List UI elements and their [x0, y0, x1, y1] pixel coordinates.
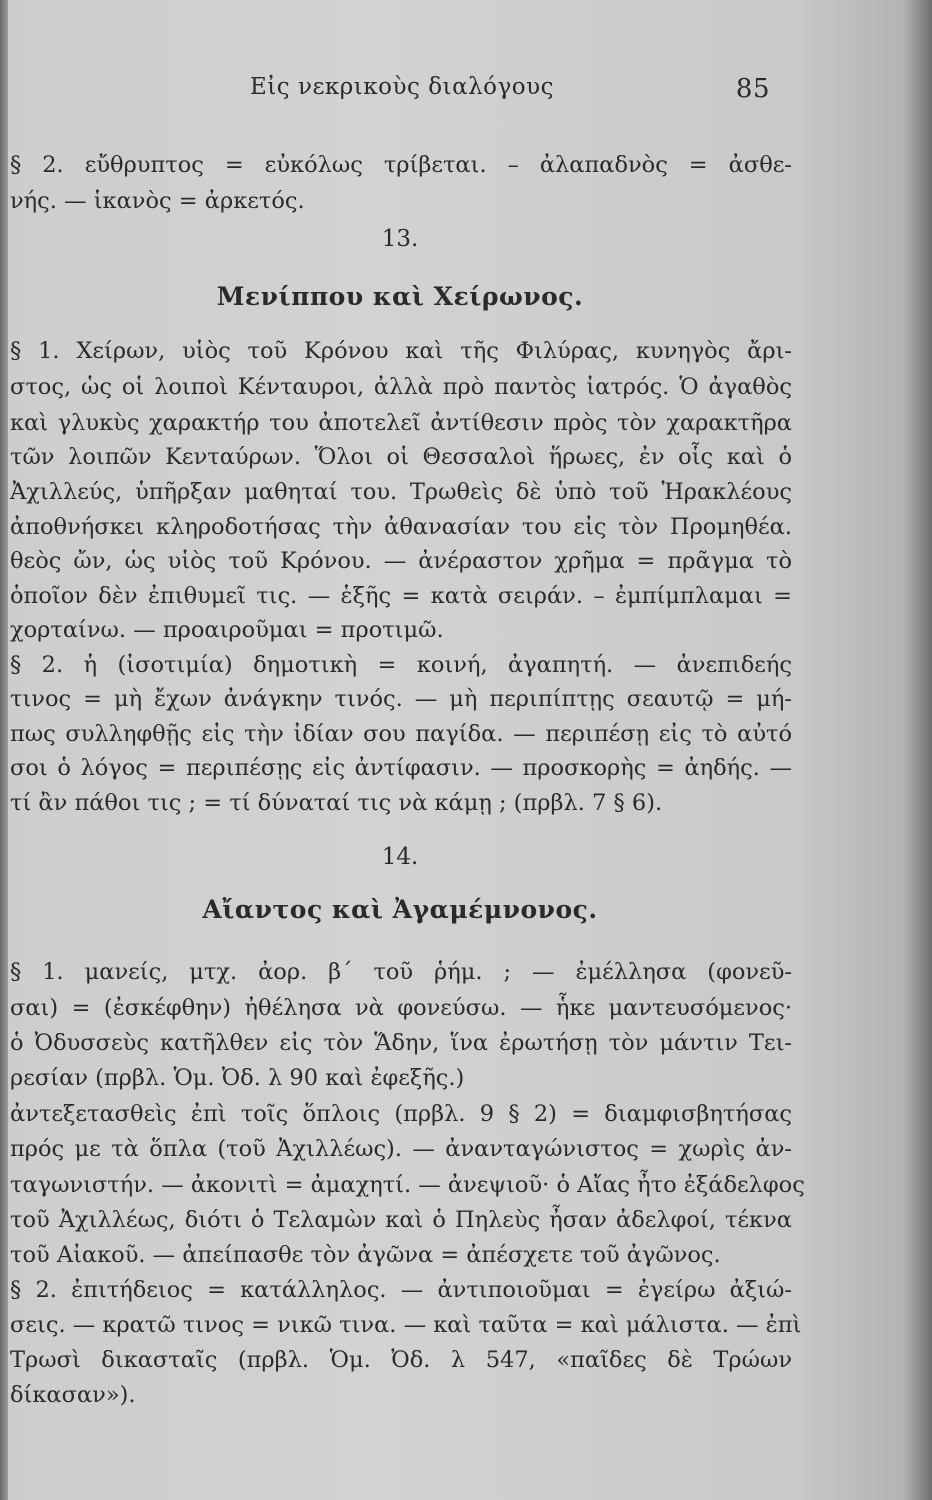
section-number: 13.	[381, 226, 419, 252]
text-line: Ἀχιλλεύς, ὑπῆρξαν μαθηταί του. Τρωθεὶς δὲ ὑπὸ τοῦ Ἡρακλέους	[10, 479, 792, 505]
text-line: δίκασαν»).	[10, 1382, 136, 1408]
text-line: σεις. — κρατῶ τινος = νικῶ τινα. — καὶ ταῦτα = καὶ μάλιστα. — ἐπὶ	[10, 1312, 802, 1338]
page-binding-edge	[0, 0, 8, 1500]
text-line: § 2. εὔθρυπτος = εὐκόλως τρίβεται. – ἀλαπαδνὸς = ἀσθε-	[10, 152, 792, 178]
text-line: τοῦ Αἰακοῦ. — ἀπείπασθε τὸν ἀγῶνα = ἀπέσχετε τοῦ ἀγῶνος.	[10, 1242, 721, 1268]
section-title: Μενίππου καὶ Χείρωνος.	[216, 282, 584, 311]
text-line: σοι ὁ λόγος = περιπέσῃς εἰς ἀντίφασιν. — προσκορὴς = ἀηδής. —	[10, 755, 792, 781]
text-line: πρός με τὰ ὅπλα (τοῦ Ἀχιλλέως). — ἀνανταγώνιστος = χωρὶς ἀν-	[10, 1136, 792, 1162]
text-line: θεὸς ὤν, ὡς υἱὸς τοῦ Κρόνου. — ἀνέραστον χρῆμα = πρᾶγμα τὸ	[10, 548, 792, 574]
page-number: 85	[735, 74, 770, 104]
page-header	[250, 74, 770, 110]
text-line: Τρωσὶ δικασταῖς (πρβλ. Ὁμ. Ὀδ. λ 547, «παῖδες δὲ Τρώων	[10, 1347, 792, 1373]
text-line: τί ἂν πάθοι τις ; = τί δύναταί τις νὰ κάμῃ ; (πρβλ. 7 § 6).	[10, 790, 663, 816]
text-line: ἀντεξετασθεὶς ἐπὶ τοῖς ὅπλοις (πρβλ. 9 § 2) = διαμφισβητήσας	[10, 1101, 792, 1127]
text-line: ὁ Ὀδυσσεὺς κατῆλθεν εἰς τὸν Ἅδην, ἵνα ἐρωτήσῃ τὸν μάντιν Τει-	[10, 1030, 792, 1056]
text-line: ἀποθνήσκει κληροδοτήσας τὴν ἀθανασίαν του εἰς τὸν Προμηθέα.	[10, 514, 792, 540]
text-line: καὶ γλυκὺς χαρακτήρ του ἀποτελεῖ ἀντίθεσιν πρὸς τὸν χαρακτῆρα	[10, 410, 792, 436]
text-line: τοῦ Ἀχιλλέως, διότι ὁ Τελαμὼν καὶ ὁ Πηλεὺς ἦσαν ἀδελφοί, τέκνα	[10, 1207, 792, 1233]
text-line: πως συλληφθῇς εἰς τὴν ἰδίαν σου παγίδα. — περιπέσῃ εἰς τὸ αὐτό	[10, 721, 792, 747]
text-line: στος, ὡς οἱ λοιποὶ Κένταυροι, ἀλλὰ πρὸ παντὸς ἰατρός. Ὁ ἀγαθὸς	[10, 374, 792, 400]
section-number: 14.	[381, 844, 419, 870]
text-line: νής. — ἱκανὸς = ἀρκετός.	[10, 188, 305, 214]
text-line: § 1. μανείς, μτχ. ἀορ. β΄ τοῦ ῥήμ. ; — ἐμέλλησα (φονεῦ-	[10, 959, 792, 985]
text-line: § 2. ἐπιτήδειος = κατάλληλος. — ἀντιποιοῦμαι = ἐγείρω ἀξιώ-	[10, 1277, 792, 1303]
text-line: § 2. ἡ (ἰσοτιμία) δημοτικὴ = κοινή, ἀγαπητή. — ἀνεπιδεής	[10, 652, 792, 678]
text-line: ὁποῖον δὲν ἐπιθυμεῖ τις. — ἑξῆς = κατὰ σειράν. – ἐμπίμπλαμαι =	[10, 583, 792, 609]
text-line: ταγωνιστήν. — ἀκονιτὶ = ἀμαχητί. — ἀνεψιοῦ· ὁ Αἴας ἦτο ἐξάδελφος	[10, 1172, 805, 1198]
text-line: σαι) = (ἐσκέφθην) ἠθέλησα νὰ φονεύσω. — ἧκε μαντευσόμενος·	[10, 995, 792, 1021]
running-title: Εἰς νεκρικοὺς διαλόγους	[250, 74, 554, 100]
section-title: Αἴαντος καὶ Ἀγαμέμνονος.	[202, 895, 598, 924]
text-line: τινος = μὴ ἔχων ἀνάγκην τινός. — μὴ περιπίπτῃς σεαυτῷ = μή-	[10, 686, 792, 712]
text-line: ρεσίαν (πρβλ. Ὁμ. Ὀδ. λ 90 καὶ ἐφεξῆς.)	[10, 1065, 465, 1091]
text-line: χορταίνω. — προαιροῦμαι = προτιμῶ.	[10, 617, 444, 643]
text-line: τῶν λοιπῶν Κενταύρων. Ὅλοι οἱ Θεσσαλοὶ ἥρωες, ἐν οἷς καὶ ὁ	[10, 444, 792, 470]
text-line: § 1. Χείρων, υἱὸς τοῦ Κρόνου καὶ τῆς Φιλύρας, κυνηγὸς ἄρι-	[10, 338, 792, 364]
